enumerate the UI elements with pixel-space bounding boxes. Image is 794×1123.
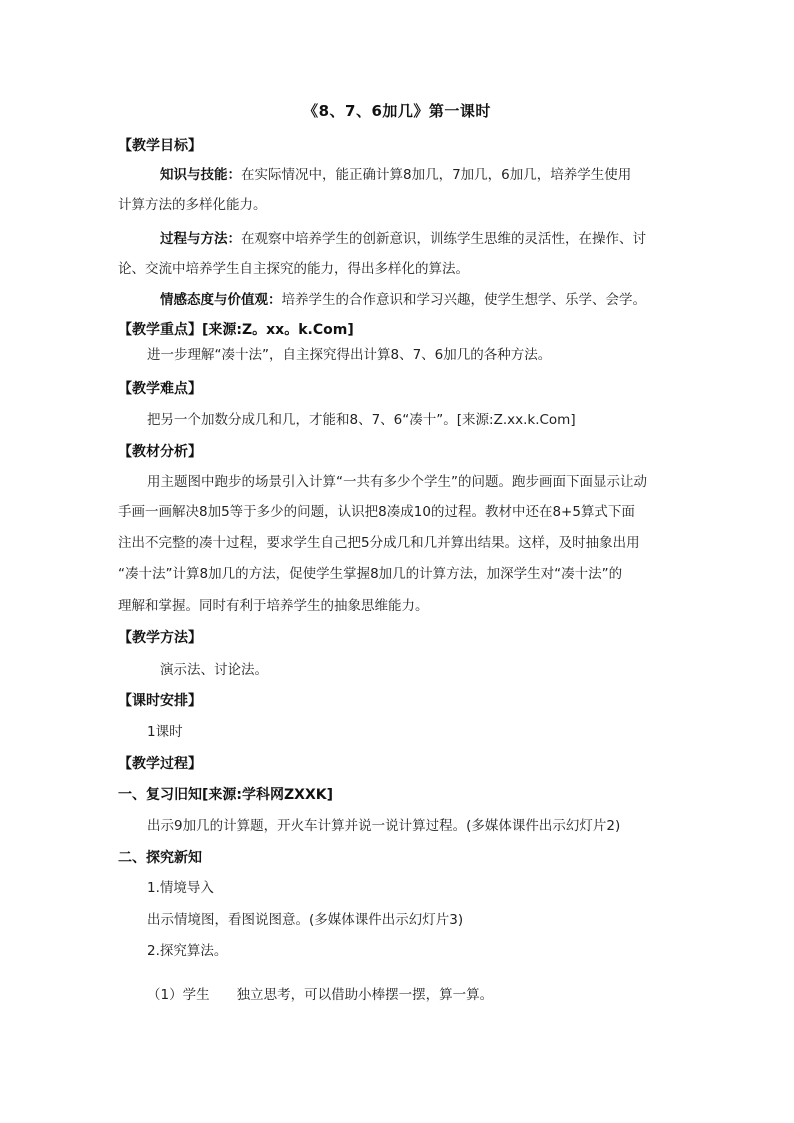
procedure-heading: 【教学过程】 (118, 756, 202, 772)
methods-heading: 【教学方法】 (118, 630, 202, 646)
emotion-paragraph (160, 290, 646, 310)
process-text-2: 论、交流中培养学生自主探究的能力，得出多样化的算法。 (118, 261, 469, 277)
analysis-line: 注出不完整的凑十过程，要求学生自己把5分成几和几并算出结果。这样，及时抽象出用 (118, 535, 640, 551)
difficulties-heading: 【教学难点】 (118, 381, 202, 397)
procedure-item1-text: 出示情境图，看图说图意。(多媒体课件出示幻灯片3) (147, 912, 464, 928)
knowledge-text-2: 计算方法的多样化能力。 (118, 197, 267, 213)
procedure-section1-text: 出示9加几的计算题，开火车计算并说一说计算过程。(多媒体课件出示幻灯片2) (147, 818, 621, 834)
procedure-item2: 2.探究算法。 (147, 943, 228, 959)
schedule-heading: 【课时安排】 (118, 693, 202, 709)
procedure-section2-heading: 二、探究新知 (118, 850, 202, 866)
process-label: 过程与方法： (160, 231, 241, 247)
analysis-line: 用主题图中跑步的场景引入计算“一共有多少个学生”的问题。跑步画面下面显示让动 (147, 474, 647, 490)
key-points-text: 进一步理解“凑十法”，自主探究得出计算8、7、6加几的各种方法。 (147, 347, 552, 363)
schedule-text: 1课时 (147, 724, 183, 740)
analysis-line: 手画一画解决8加5等于多少的问题，认识把8凑成10的过程。教材中还在8+5算式下面 (118, 504, 635, 520)
analysis-heading: 【教材分析】 (118, 444, 202, 460)
methods-text: 演示法、讨论法。 (160, 662, 268, 678)
procedure-section1-heading: 一、复习旧知[来源:学科网ZXXK] (118, 787, 333, 803)
objectives-heading: 【教学目标】 (118, 138, 202, 154)
difficulties-text: 把另一个加数分成几和几，才能和8、7、6“凑十”。[来源:Z.xx.k.Com] (147, 412, 576, 428)
emotion-text: 培养学生的合作意识和学习兴趣，使学生想学、乐学、会学。 (281, 292, 646, 308)
procedure-item1: 1.情境导入 (147, 880, 214, 896)
procedure-item2-sub: （1）学生 独立思考，可以借助小棒摆一摆，算一算。 (147, 987, 494, 1003)
key-points-heading: 【教学重点】[来源:Z。xx。k.Com] (118, 322, 354, 338)
document-title: 《8、7、6加几》第一课时 (303, 102, 491, 120)
process-text-1: 在观察中培养学生的创新意识，训练学生思维的灵活性，在操作、讨 (241, 231, 646, 247)
knowledge-paragraph (160, 165, 631, 185)
knowledge-text-1: 在实际情况中，能正确计算8加几，7加几，6加几，培养学生使用 (241, 167, 632, 183)
process-paragraph (160, 229, 646, 249)
emotion-label: 情感态度与价值观： (160, 292, 282, 308)
knowledge-label: 知识与技能： (160, 167, 241, 183)
analysis-line: 理解和掌握。同时有利于培养学生的抽象思维能力。 (118, 598, 429, 614)
analysis-line: “凑十法”计算8加几的方法，促使学生掌握8加几的计算方法，加深学生对“凑十法”的 (118, 566, 623, 582)
